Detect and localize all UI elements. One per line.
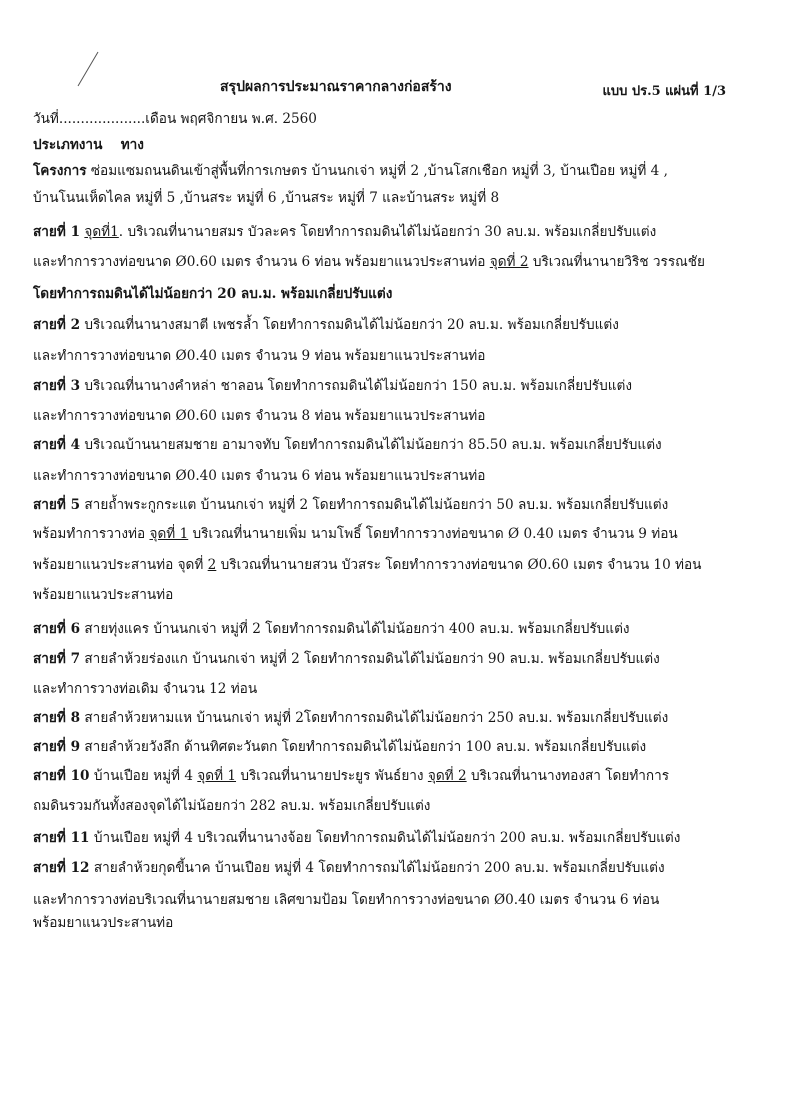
route-5-text: บริเวณที่นานายสวน บัวสระ โดยทำการวางท่อขนาด Ø0.60 เมตร จำนวน 10 ท่อน (216, 557, 702, 573)
route-12-text: สายลำห้วยกุดขี้นาค บ้านเปือย หมู่ที่ 4 โดยทำการถมได้ไม่น้อยกว่า 200 ลบ.ม. พร้อมเกลี่ยปรับแต่ง (89, 860, 665, 876)
route-5-point-1: จุดที่ 1 (149, 526, 189, 542)
project-text: ซ่อมแซมถนนดินเข้าสู่พื้นที่การเกษตร บ้านนกเจ่า หมู่ที่ 2 ,บ้านโสกเชือก หมู่ที่ 3, บ้านเปือย หมู่ที่ 4 , (86, 163, 668, 179)
route-5-line-4: พร้อมยาแนวประสานท่อ (33, 587, 174, 603)
route-8-label: สายที่ 8 (33, 710, 81, 726)
route-2-text: บริเวณที่นานางสมาตี เพชรล้ำ โดยทำการถมดินได้ไม่น้อยกว่า 20 ลบ.ม. พร้อมเกลี่ยปรับแต่ง (80, 317, 619, 333)
route-10-label: สายที่ 10 (33, 768, 90, 784)
route-5-text: บริเวณที่นานายเพิ่ม นามโพธิ์ โดยทำการวางท่อขนาด Ø 0.40 เมตร จำนวน 9 ท่อน (188, 526, 678, 542)
route-2-line-1 (33, 313, 619, 335)
route-5-text: สายถ้ำพระกูกระแต บ้านนกเจ่า หมู่ที่ 2 โดยทำการถมดินได้ไม่น้อยกว่า 50 ลบ.ม. พร้อมเกลี่ยปรับแต่ง (80, 497, 669, 513)
project-line-2: บ้านโนนเห็ดไคล หมู่ที่ 5 ,บ้านสระ หมู่ที่ 6 ,บ้านสระ หมู่ที่ 7 และบ้านสระ หมู่ที่ 8 (33, 190, 500, 206)
route-1-point-2: จุดที่ 2 (489, 254, 529, 270)
pen-mark (74, 50, 102, 88)
route-11-label: สายที่ 11 (33, 830, 90, 846)
route-10-point-1: จุดที่ 1 (197, 768, 237, 784)
route-1-line-3: โดยทำการถมดินได้ไม่น้อยกว่า 20 ลบ.ม. พร้อมเกลี่ยปรับแต่ง (33, 286, 393, 302)
route-10-text: บริเวณที่นานายประยูร พันธ์ยาง (236, 768, 428, 784)
route-5-text: พร้อมทำการวางท่อ (33, 526, 150, 542)
route-7-label: สายที่ 7 (33, 651, 81, 667)
route-2-label: สายที่ 2 (33, 317, 81, 333)
form-code: แบบ ปร.5 แผ่นที่ 1/3 (602, 84, 726, 99)
route-1-text: บริเวณที่นานายวิริช วรรณชัย (528, 254, 705, 270)
route-12-line-3: พร้อมยาแนวประสานท่อ (33, 915, 174, 931)
route-5-line-2 (33, 522, 678, 544)
route-7-text: สายลำห้วยร่องแก บ้านนกเจ่า หมู่ที่ 2 โดยทำการถมดินได้ไม่น้อยกว่า 90 ลบ.ม. พร้อมเกลี่ยปรับแต่ง (80, 651, 660, 667)
route-9-line-1 (33, 735, 646, 757)
route-10-line-2: ถมดินรวมกันทั้งสองจุดได้ไม่น้อยกว่า 282 ลบ.ม. พร้อมเกลี่ยปรับแต่ง (33, 798, 431, 814)
route-5-text: พร้อมยาแนวประสานท่อ จุดที่ (33, 557, 208, 573)
project-label: โครงการ (33, 163, 87, 179)
route-10-text: บ้านเปือย หมู่ที่ 4 (89, 768, 198, 784)
route-6-line-1 (33, 617, 630, 639)
route-7-line-1 (33, 647, 660, 669)
route-8-text: สายลำห้วยหามแห บ้านนกเจ่า หมู่ที่ 2โดยทำการถมดินได้ไม่น้อยกว่า 250 ลบ.ม. พร้อมเกลี่ยปรับแต่ง (80, 710, 669, 726)
route-5-point-2: 2 (207, 557, 217, 573)
route-4-line-2: และทำการวางท่อขนาด Ø0.40 เมตร จำนวน 6 ท่อน พร้อมยาแนวประสานท่อ (33, 468, 486, 484)
route-4-text: บริเวณบ้านนายสมชาย อามาจทับ โดยทำการถมดินได้ไม่น้อยกว่า 85.50 ลบ.ม. พร้อมเกลี่ยปรับแต่ง (80, 437, 662, 453)
route-12-label: สายที่ 12 (33, 860, 90, 876)
route-3-text: บริเวณที่นานางคำหล่า ชาลอน โดยทำการถมดินได้ไม่น้อยกว่า 150 ลบ.ม. พร้อมเกลี่ยปรับแต่ง (80, 378, 632, 394)
route-6-text: สายทุ่งแคร บ้านนกเจ่า หมู่ที่ 2 โดยทำการถมดินได้ไม่น้อยกว่า 400 ลบ.ม. พร้อมเกลี่ยปรับแต่ง (80, 621, 630, 637)
route-5-label: สายที่ 5 (33, 497, 81, 513)
route-10-line-1 (33, 764, 669, 786)
route-1-point-1: จุดที่1 (84, 224, 119, 240)
route-1-text: . บริเวณที่นานายสมร บัวละคร โดยทำการถมดินได้ไม่น้อยกว่า 30 ลบ.ม. พร้อมเกลี่ยปรับแต่ง (118, 224, 657, 240)
route-1-text: และทำการวางท่อขนาด Ø0.60 เมตร จำนวน 6 ท่อน พร้อมยาแนวประสานท่อ (33, 254, 490, 270)
route-12-line-1 (33, 856, 665, 878)
route-12-line-2: และทำการวางท่อบริเวณที่นานายสมชาย เลิศขามป้อม โดยทำการวางท่อขนาด Ø0.40 เมตร จำนวน 6 ท่อน (33, 892, 660, 908)
work-type-value: ทาง (120, 137, 144, 153)
work-type-line (33, 133, 144, 155)
route-2-line-2: และทำการวางท่อขนาด Ø0.40 เมตร จำนวน 9 ท่อน พร้อมยาแนวประสานท่อ (33, 348, 486, 364)
route-10-point-2: จุดที่ 2 (427, 768, 467, 784)
project-line-1 (33, 159, 668, 181)
route-9-text: สายลำห้วยวังลึก ด้านทิศตะวันตก โดยทำการถมดินได้ไม่น้อยกว่า 100 ลบ.ม. พร้อมเกลี่ยปรับแต่ง (80, 739, 647, 755)
route-5-line-1 (33, 493, 668, 515)
route-10-text: บริเวณที่นานางทองสา โดยทำการ (466, 768, 670, 784)
route-4-label: สายที่ 4 (33, 437, 81, 453)
work-type-label: ประเภทงาน (33, 137, 103, 153)
route-4-line-1 (33, 433, 662, 455)
route-1-label: สายที่ 1 (33, 224, 81, 240)
date-line: วันที่....................เดือน พฤศจิกายน พ.ศ. 2560 (33, 111, 317, 127)
route-7-line-2: และทำการวางท่อเดิม จำนวน 12 ท่อน (33, 681, 258, 697)
route-9-label: สายที่ 9 (33, 739, 81, 755)
route-1-line-1 (33, 220, 656, 242)
route-3-line-1 (33, 374, 632, 396)
route-8-line-1 (33, 706, 668, 728)
route-11-line-1 (33, 826, 680, 848)
route-1-line-2 (33, 250, 705, 272)
route-3-line-2: และทำการวางท่อขนาด Ø0.60 เมตร จำนวน 8 ท่อน พร้อมยาแนวประสานท่อ (33, 408, 486, 424)
route-11-text: บ้านเปือย หมู่ที่ 4 บริเวณที่นานางจ้อย โดยทำการถมดินได้ไม่น้อยกว่า 200 ลบ.ม. พร้อมเกลี่ยปรับแต่ง (89, 830, 681, 846)
route-3-label: สายที่ 3 (33, 378, 81, 394)
route-6-label: สายที่ 6 (33, 621, 81, 637)
document-title: สรุปผลการประมาณราคากลางก่อสร้าง (220, 79, 452, 95)
route-5-line-3 (33, 553, 701, 575)
